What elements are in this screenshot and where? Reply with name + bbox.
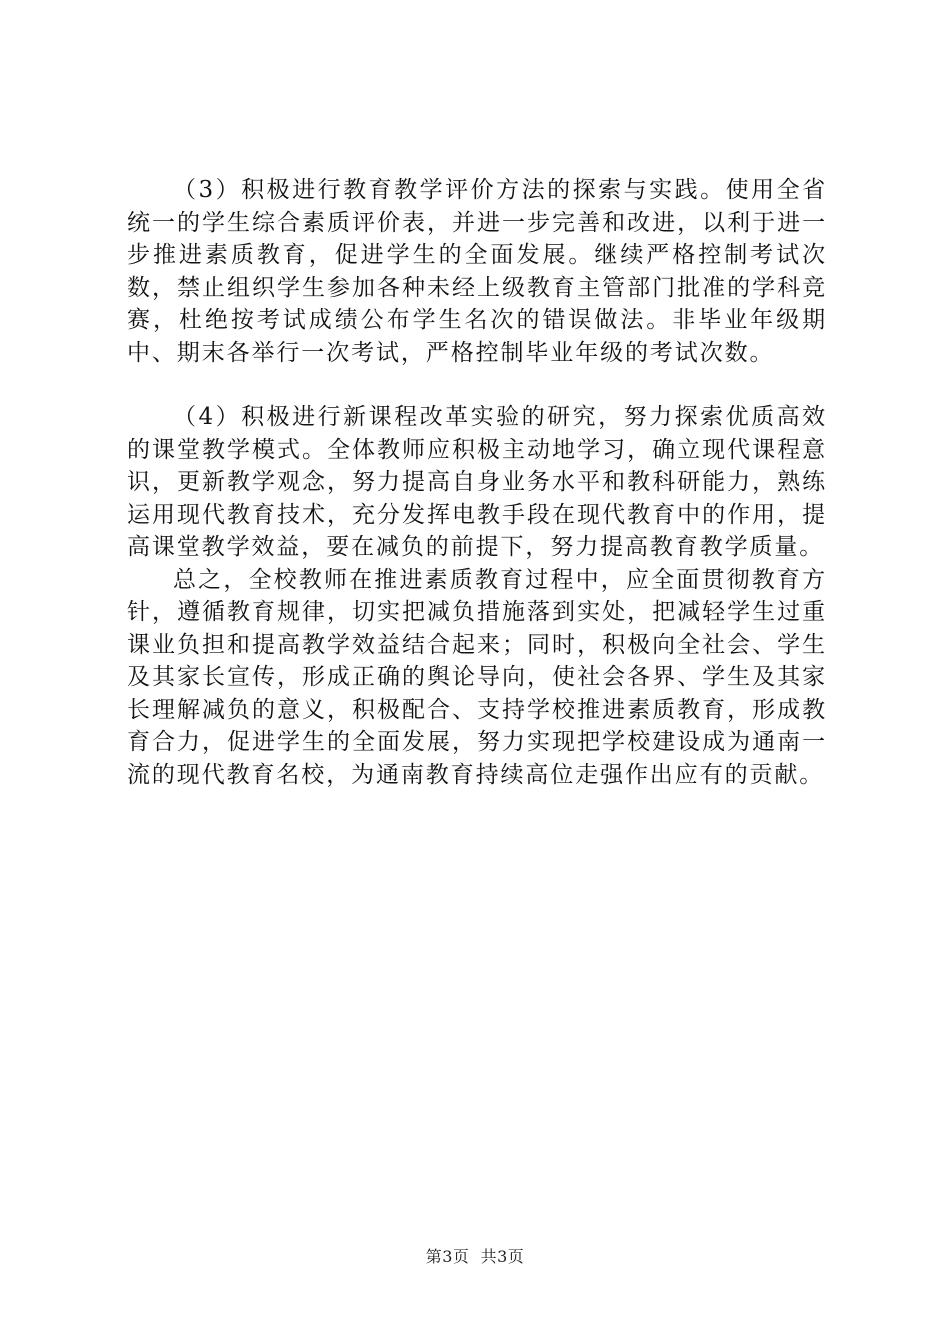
paragraph-conclusion: 总之，全校教师在推进素质教育过程中，应全面贯彻教育方针，遵循教育规律，切实把减负措施落到实处，把减轻学生过重课业负担和提高教学效益结合起来；同时，积极向全社会、学生及其家长宣传，形成正确的舆论导向，使社会各界、学生及其家长理解减负的意义，积极配合、支持学校推进素质教育，形成教育合力，促进学生的全面发展，努力实现把学校建设成为通南一流的现代教育名校，为通南教育持续高位走强作出应有的贡献。 — [127, 566, 827, 788]
paragraph-curriculum-reform: （4）积极进行新课程改革实验的研究，努力探索优质高效的课堂教学模式。全体教师应积极主动地学习，确立现代课程意识，更新教学观念，努力提高自身业务水平和教科研能力，熟练运用现代教育技术，充分发挥电教手段在现代教育中的作用，提高课堂教学效益，要在减负的前提下，努力提高教育教学质量。 — [127, 404, 827, 560]
page-footer — [0, 1244, 950, 1267]
paragraph-spacer — [127, 369, 827, 401]
paragraph-evaluation-methods: （3）积极进行教育教学评价方法的探索与实践。使用全省统一的学生综合素质评价表，并进一步完善和改进，以利于进一步推进素质教育，促进学生的全面发展。继续严格控制考试次数，禁止组织学生参加各种未经上级教育主管部门批准的学科竞赛，杜绝按考试成绩公布学生名次的错误做法。非毕业年级期中、期末各举行一次考试，严格控制毕业年级的考试次数。 — [127, 177, 827, 366]
footer-separator — [469, 1247, 480, 1266]
document-body — [127, 174, 827, 791]
page-number-current: 第3页 — [425, 1247, 470, 1266]
page-number-total: 共3页 — [480, 1247, 525, 1266]
